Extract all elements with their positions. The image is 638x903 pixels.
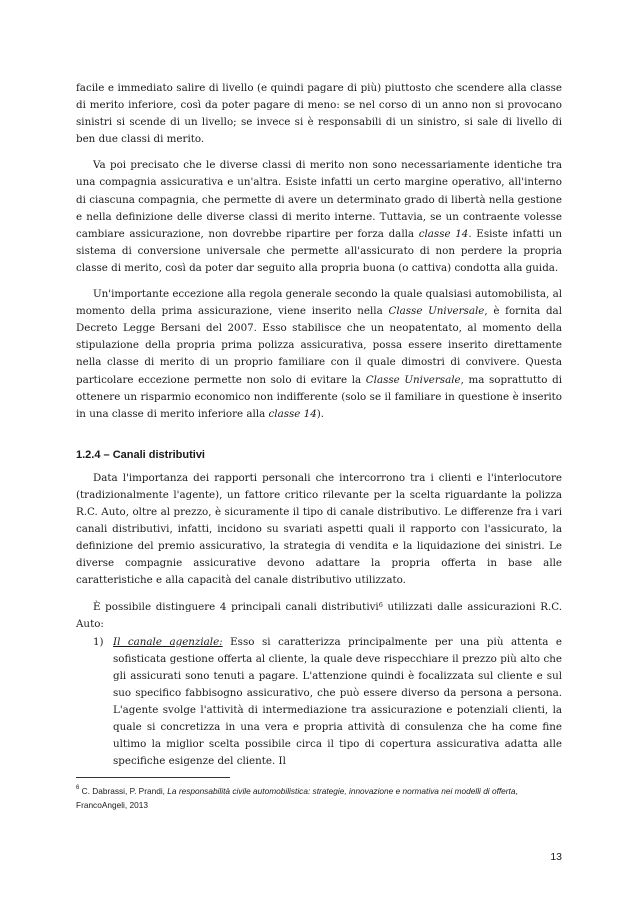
list-text: Esso si caratterizza principalmente per una più attenta e sofisticata gestione offerta al cliente, la quale deve rispecchiare il prezzo più alto che gli assicurati sono tenuti a pagare. L'attenzione quindi è focalizzata sul cliente e sul suo specifico fabbisogno assicurativo, che può essere diverso da persona a persona. L'agente svolge l'attività di intermediazione tra assicurazione e potenziali clienti, la quale si concretizza in una vera e propria attività di consulenza che ha come fine ultimo la miglior scelta possibile circa il tipo di copertura assicurativa adatta alle specifiche esigenze del cliente. Il xyxy=(113,635,563,768)
footnote-author: C. Dabrassi, P. Prandi, xyxy=(79,786,168,796)
text-run: , è fornita dal Decreto Legge Bersani del 2007. Esso stabilisce che un neopatentato, al momento della stipulazione della propria prima polizza assicurativa, possa essere inserito direttamente nella classe di merito di un proprio familiare con il quale dimostri di convivere. Questa particolare eccezione permette non solo di evitare la xyxy=(76,305,562,386)
footnote-publisher: , FrancoAngeli, 2013 xyxy=(76,786,518,810)
italic-term: classe 14 xyxy=(268,407,317,420)
footnote-reference[interactable]: 6 xyxy=(378,600,383,609)
list-term: Il canale agenziale: xyxy=(113,635,223,648)
text-run: ). xyxy=(316,407,325,420)
footnote-separator xyxy=(76,777,230,778)
italic-term: classe 14 xyxy=(418,227,469,240)
text-run: Un'importante eccezione alla regola generale secondo la quale qualsiasi automobilista, al momento della prima assicurazione, viene inserito nella xyxy=(76,288,562,318)
text-run: , ma soprattutto di ottenere un risparmio economico non indifferente (solo se il familiare in questione è inserito in una classe di merito inferiore alla xyxy=(76,373,562,420)
page-body xyxy=(76,80,562,770)
paragraph-distribution-channels: Data l'importanza dei rapporti personali che intercorrono tra i clienti e l'interlocutore (tradizionalmente l'agente), un fattore critico rilevante per la scelta riguardante la polizza R.C. Auto, oltre al prezzo, è sicuramente il tipo di canale distributivo. Le differenze fra i vari canali distributivi, infatti, incidono su svariati aspetti quali il rapporto con l'assicurato, la definizione del premio assicurativo, la strategia di vendita e la liquidazione dei sinistri. Le diverse compagnie assicurative devono adattare la propria offerta in base alle caratteristiche e alla capacità del canale distributivo utilizzato. xyxy=(76,471,562,587)
footnote-title: La responsabilità civile automobilistica: strategie, innovazione e normativa nei modelli di offerta xyxy=(167,786,516,796)
paragraph-bersani-exception xyxy=(76,286,562,423)
list-item-agency-channel xyxy=(76,634,562,771)
footnote xyxy=(76,784,562,812)
section-heading: 1.2.4 – Canali distributivi xyxy=(76,448,205,461)
text-run: . Esiste infatti un sistema di conversione universale che permette all'assicurato di non perdere la propria classe di merito, così da poter dar seguito alla propria buona (o cattiva) condotta alla guida. xyxy=(76,227,562,274)
paragraph-classes-differences xyxy=(76,157,562,277)
paragraph-four-channels xyxy=(76,599,562,633)
page-number: 13 xyxy=(550,851,562,863)
italic-term: Classe Universale xyxy=(388,305,485,318)
text-run: utilizzati dalle assicurazioni R.C. Auto: xyxy=(76,600,563,630)
text-run: È possibile distinguere 4 principali canali distributivi xyxy=(93,600,379,613)
text-run: Va poi precisato che le diverse classi di merito non sono necessariamente identiche tra una compagnia assicurativa e un'altra. Esiste infatti un certo margine operativo, all'interno di ciascuna compagnia, che permette di avere un determinato grado di libertà nella gestione e nella definizione delle diverse classi di merito interne. Tuttavia, se un contraente volesse cambiare assicurazione, non dovrebbe ripartire per forza dalla xyxy=(76,159,562,240)
footnote-number: 6 xyxy=(76,785,80,791)
list-number: 1) xyxy=(93,635,104,648)
paragraph-classes-merit-intro: facile e immediato salire di livello (e quindi pagare di più) piuttosto che scendere alla classe di merito inferiore, così da poter pagare di meno: se nel corso di un anno non si provocano sinistri si scende di un livello; se invece si è responsabili di un sinistro, si sale di livello di ben due classi di merito. xyxy=(76,82,562,146)
italic-term: Classe Universale xyxy=(365,373,461,386)
